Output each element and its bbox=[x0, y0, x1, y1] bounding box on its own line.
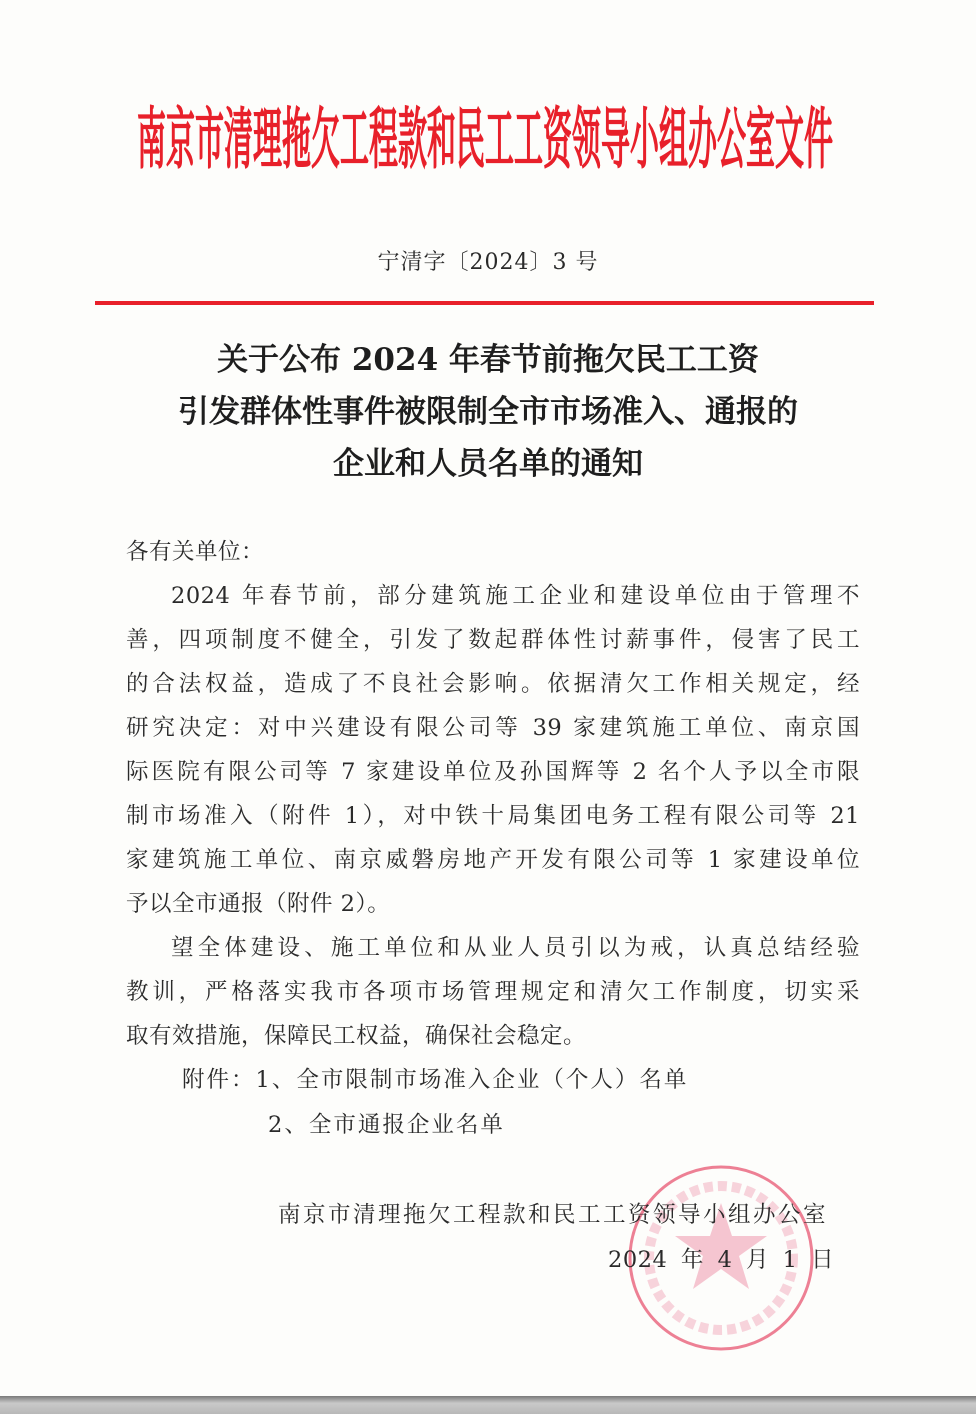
attachment-1: 附件：1、全市限制市场准入企业（个人）名单 bbox=[182, 1067, 689, 1093]
title-line-1: 关于公布 2024 年春节前拖欠民工工资 bbox=[217, 342, 759, 378]
signature-organization: 南京市清理拖欠工程款和民工工资领导小组办公室 bbox=[278, 1202, 829, 1228]
title-line-3: 企业和人员名单的通知 bbox=[333, 446, 643, 482]
signature-date: 2024 年 4 月 1 日 bbox=[608, 1247, 835, 1273]
para1-line: 研究决定：对中兴建设有限公司等 39 家建筑施工单位、南京国 bbox=[126, 715, 860, 741]
para1-line: 制市场准入（附件 1），对中铁十局集团电务工程有限公司等 21 bbox=[126, 803, 860, 829]
para1-line: 善，四项制度不健全，引发了数起群体性讨薪事件，侵害了民工 bbox=[126, 627, 860, 653]
attachment-2: 2、全市通报企业名单 bbox=[268, 1112, 505, 1138]
red-divider-line bbox=[95, 301, 874, 305]
title-line-2: 引发群体性事件被限制全市市场准入、通报的 bbox=[178, 394, 798, 430]
para1-line: 予以全市通报（附件 2）。 bbox=[126, 891, 391, 917]
para1-line: 2024 年春节前，部分建筑施工企业和建设单位由于管理不 bbox=[171, 583, 860, 609]
document-number: 宁清字〔2024〕3 号 bbox=[377, 250, 599, 275]
para1-line: 际医院有限公司等 7 家建设单位及孙国辉等 2 名个人予以全市限 bbox=[126, 759, 860, 785]
para1-line: 家建筑施工单位、南京威磐房地产开发有限公司等 1 家建设单位 bbox=[126, 847, 860, 873]
issuer-header-title: 南京市清理拖欠工程款和民工工资领导小组办公室文件 bbox=[136, 100, 833, 179]
salutation: 各有关单位： bbox=[126, 539, 265, 565]
para2-line: 望全体建设、施工单位和从业人员引以为戒，认真总结经验 bbox=[171, 935, 860, 961]
para2-line: 教训，严格落实我市各项市场管理规定和清欠工作制度，切实采 bbox=[126, 979, 860, 1005]
viewer-bottom-edge bbox=[0, 1396, 976, 1414]
para2-line: 取有效措施，保障民工权益，确保社会稳定。 bbox=[126, 1023, 587, 1049]
para1-line: 的合法权益，造成了不良社会影响。依据清欠工作相关规定，经 bbox=[126, 671, 860, 697]
